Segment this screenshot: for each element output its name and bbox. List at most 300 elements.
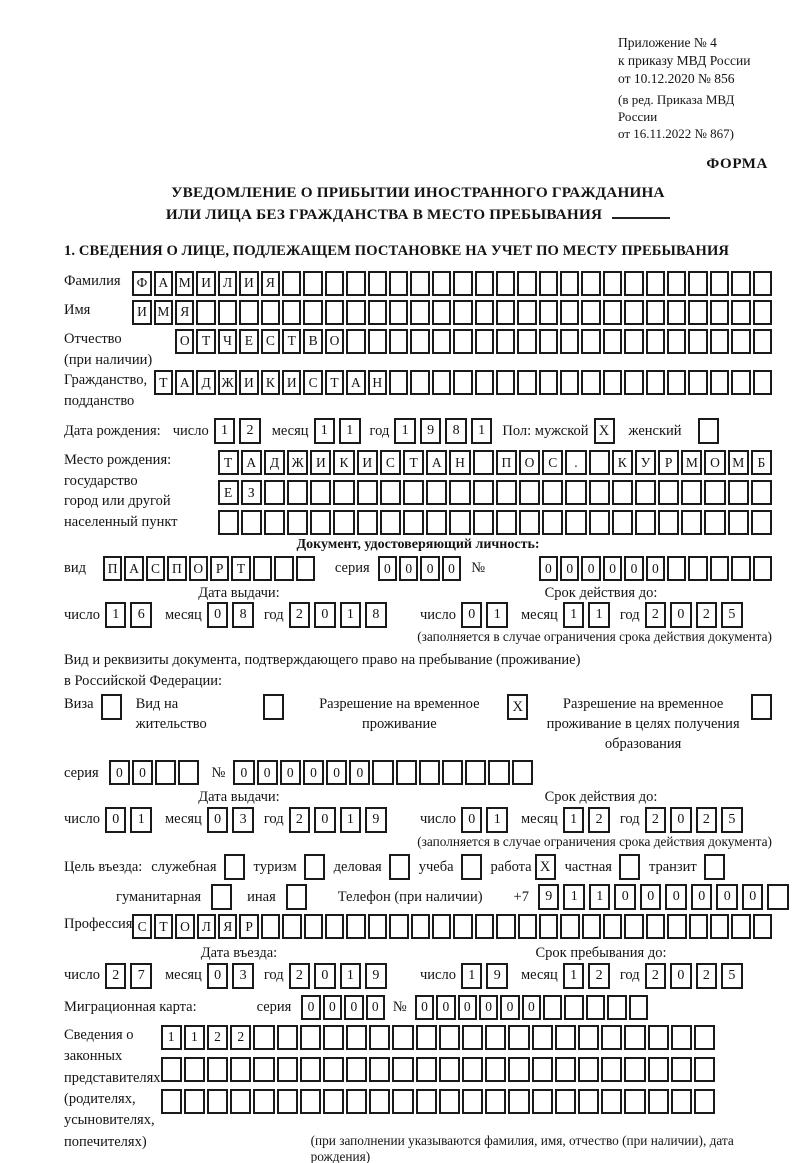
char-cell[interactable] <box>449 480 470 505</box>
char-cell[interactable]: У <box>635 450 656 475</box>
char-cell[interactable]: 0 <box>344 995 363 1020</box>
char-cell[interactable] <box>410 271 429 296</box>
char-cell[interactable] <box>439 1057 460 1082</box>
char-cell[interactable] <box>277 1057 298 1082</box>
char-cell[interactable] <box>403 510 424 535</box>
char-cell[interactable]: 0 <box>539 556 558 581</box>
char-cell[interactable] <box>646 370 665 395</box>
char-cell[interactable] <box>416 1025 437 1050</box>
char-cell[interactable] <box>731 556 750 581</box>
char-cell[interactable]: 2 <box>696 963 718 989</box>
char-cell[interactable]: 0 <box>326 760 347 785</box>
char-cell[interactable] <box>542 480 563 505</box>
char-cell[interactable]: О <box>189 556 208 581</box>
char-cell[interactable] <box>453 914 472 939</box>
char-cell[interactable] <box>416 1057 437 1082</box>
char-cell[interactable] <box>410 329 429 354</box>
char-cell[interactable] <box>667 556 686 581</box>
char-cell[interactable] <box>346 914 365 939</box>
char-cell[interactable] <box>624 271 643 296</box>
char-cell[interactable] <box>325 271 344 296</box>
char-cell[interactable]: Р <box>210 556 229 581</box>
char-cell[interactable]: 1 <box>588 602 610 628</box>
char-cell[interactable] <box>694 1025 715 1050</box>
char-cell[interactable]: Н <box>368 370 387 395</box>
char-cell[interactable] <box>603 329 622 354</box>
char-cell[interactable] <box>304 914 323 939</box>
char-cell[interactable]: 0 <box>670 602 692 628</box>
char-cell[interactable]: С <box>146 556 165 581</box>
char-cell[interactable] <box>667 370 686 395</box>
char-cell[interactable]: 0 <box>500 995 519 1020</box>
char-cell[interactable]: 2 <box>645 807 667 833</box>
char-cell[interactable]: 1 <box>563 602 585 628</box>
char-cell[interactable]: О <box>175 329 194 354</box>
char-cell[interactable] <box>542 510 563 535</box>
char-cell[interactable] <box>496 914 515 939</box>
char-cell[interactable]: 2 <box>289 963 311 989</box>
char-cell[interactable]: 0 <box>105 807 127 833</box>
char-cell[interactable] <box>496 329 515 354</box>
char-cell[interactable] <box>710 556 729 581</box>
char-cell[interactable] <box>612 510 633 535</box>
char-cell[interactable] <box>578 1025 599 1050</box>
char-cell[interactable] <box>432 370 451 395</box>
char-cell[interactable]: О <box>325 329 344 354</box>
char-cell[interactable]: 2 <box>645 963 667 989</box>
char-cell[interactable] <box>473 480 494 505</box>
char-cell[interactable]: 0 <box>560 556 579 581</box>
char-cell[interactable]: Б <box>751 450 772 475</box>
char-cell[interactable] <box>688 556 707 581</box>
char-cell[interactable]: 1 <box>339 418 361 444</box>
char-cell[interactable] <box>667 914 686 939</box>
char-cell[interactable] <box>612 480 633 505</box>
char-cell[interactable] <box>710 300 729 325</box>
char-cell[interactable] <box>508 1089 529 1114</box>
char-cell[interactable]: 0 <box>640 884 662 910</box>
char-cell[interactable] <box>475 300 494 325</box>
char-cell[interactable] <box>658 480 679 505</box>
char-cell[interactable] <box>462 1089 483 1114</box>
char-cell[interactable] <box>731 329 750 354</box>
char-cell[interactable]: 0 <box>207 602 229 628</box>
char-cell[interactable]: Е <box>218 480 239 505</box>
char-cell[interactable]: 0 <box>670 963 692 989</box>
char-cell[interactable] <box>462 1057 483 1082</box>
char-cell[interactable]: 0 <box>442 556 461 581</box>
char-cell[interactable] <box>658 510 679 535</box>
char-cell[interactable] <box>635 510 656 535</box>
char-cell[interactable] <box>346 271 365 296</box>
char-cell[interactable]: И <box>196 271 215 296</box>
char-cell[interactable]: 0 <box>614 884 636 910</box>
char-cell[interactable] <box>485 1089 506 1114</box>
char-cell[interactable]: 1 <box>563 884 585 910</box>
char-cell[interactable] <box>753 300 772 325</box>
char-cell[interactable] <box>346 1025 367 1050</box>
char-cell[interactable]: Р <box>658 450 679 475</box>
char-cell[interactable] <box>218 300 237 325</box>
char-cell[interactable]: 0 <box>461 602 483 628</box>
char-cell[interactable]: 1 <box>589 884 611 910</box>
char-cell[interactable]: А <box>154 271 173 296</box>
char-cell[interactable]: 0 <box>399 556 418 581</box>
char-cell[interactable] <box>731 914 750 939</box>
char-cell[interactable] <box>539 329 558 354</box>
char-cell[interactable] <box>601 1057 622 1082</box>
char-cell[interactable]: 0 <box>436 995 455 1020</box>
char-cell[interactable] <box>368 914 387 939</box>
char-cell[interactable]: 0 <box>314 963 336 989</box>
char-cell[interactable] <box>539 300 558 325</box>
humanitarian-checkbox[interactable] <box>211 884 232 910</box>
char-cell[interactable] <box>475 370 494 395</box>
char-cell[interactable] <box>264 510 285 535</box>
char-cell[interactable] <box>518 914 537 939</box>
char-cell[interactable]: 0 <box>461 807 483 833</box>
char-cell[interactable] <box>694 1089 715 1114</box>
char-cell[interactable]: 0 <box>257 760 278 785</box>
char-cell[interactable] <box>161 1089 182 1114</box>
char-cell[interactable] <box>453 370 472 395</box>
char-cell[interactable]: Т <box>231 556 250 581</box>
char-cell[interactable]: 0 <box>280 760 301 785</box>
char-cell[interactable]: 2 <box>696 602 718 628</box>
char-cell[interactable] <box>253 1057 274 1082</box>
char-cell[interactable] <box>581 329 600 354</box>
char-cell[interactable] <box>539 271 558 296</box>
char-cell[interactable]: И <box>239 370 258 395</box>
char-cell[interactable] <box>426 510 447 535</box>
char-cell[interactable] <box>629 995 648 1020</box>
char-cell[interactable] <box>731 370 750 395</box>
char-cell[interactable] <box>475 329 494 354</box>
char-cell[interactable]: 2 <box>696 807 718 833</box>
char-cell[interactable] <box>671 1025 692 1050</box>
char-cell[interactable] <box>462 1025 483 1050</box>
char-cell[interactable] <box>753 370 772 395</box>
char-cell[interactable]: Д <box>264 450 285 475</box>
char-cell[interactable] <box>392 1025 413 1050</box>
char-cell[interactable] <box>419 760 440 785</box>
char-cell[interactable]: С <box>542 450 563 475</box>
char-cell[interactable] <box>282 300 301 325</box>
char-cell[interactable]: П <box>103 556 122 581</box>
char-cell[interactable] <box>519 510 540 535</box>
char-cell[interactable]: Т <box>154 370 173 395</box>
char-cell[interactable] <box>410 370 429 395</box>
char-cell[interactable] <box>496 370 515 395</box>
char-cell[interactable] <box>710 329 729 354</box>
char-cell[interactable] <box>586 995 605 1020</box>
char-cell[interactable] <box>161 1057 182 1082</box>
char-cell[interactable] <box>753 329 772 354</box>
char-cell[interactable] <box>178 760 199 785</box>
char-cell[interactable]: 0 <box>349 760 370 785</box>
work-checkbox[interactable]: X <box>535 854 556 880</box>
char-cell[interactable] <box>346 1057 367 1082</box>
char-cell[interactable] <box>689 914 708 939</box>
char-cell[interactable] <box>392 1057 413 1082</box>
char-cell[interactable]: 5 <box>721 602 743 628</box>
char-cell[interactable]: 8 <box>232 602 254 628</box>
char-cell[interactable] <box>296 556 315 581</box>
char-cell[interactable]: А <box>426 450 447 475</box>
char-cell[interactable] <box>403 480 424 505</box>
char-cell[interactable] <box>496 510 517 535</box>
char-cell[interactable]: 0 <box>132 760 153 785</box>
char-cell[interactable] <box>453 271 472 296</box>
char-cell[interactable] <box>155 760 176 785</box>
char-cell[interactable] <box>303 300 322 325</box>
official-checkbox[interactable] <box>224 854 245 880</box>
char-cell[interactable] <box>389 271 408 296</box>
residence-permit-checkbox[interactable] <box>263 694 284 720</box>
char-cell[interactable]: 2 <box>645 602 667 628</box>
char-cell[interactable] <box>753 271 772 296</box>
char-cell[interactable]: 0 <box>378 556 397 581</box>
char-cell[interactable] <box>560 271 579 296</box>
char-cell[interactable]: 1 <box>461 963 483 989</box>
char-cell[interactable] <box>688 271 707 296</box>
char-cell[interactable] <box>389 914 408 939</box>
char-cell[interactable]: В <box>303 329 322 354</box>
char-cell[interactable] <box>453 329 472 354</box>
char-cell[interactable] <box>560 329 579 354</box>
char-cell[interactable]: 1 <box>563 963 585 989</box>
char-cell[interactable] <box>389 300 408 325</box>
char-cell[interactable] <box>207 1089 228 1114</box>
char-cell[interactable] <box>751 480 772 505</box>
char-cell[interactable] <box>410 300 429 325</box>
char-cell[interactable] <box>496 480 517 505</box>
char-cell[interactable] <box>325 914 344 939</box>
char-cell[interactable]: Л <box>197 914 216 939</box>
char-cell[interactable] <box>432 914 451 939</box>
char-cell[interactable] <box>603 914 622 939</box>
char-cell[interactable] <box>688 329 707 354</box>
char-cell[interactable]: С <box>303 370 322 395</box>
char-cell[interactable]: Ч <box>218 329 237 354</box>
char-cell[interactable]: Н <box>449 450 470 475</box>
char-cell[interactable]: И <box>310 450 331 475</box>
char-cell[interactable]: П <box>496 450 517 475</box>
char-cell[interactable]: . <box>565 450 586 475</box>
char-cell[interactable]: 1 <box>214 418 236 444</box>
char-cell[interactable] <box>704 480 725 505</box>
char-cell[interactable]: Я <box>218 914 237 939</box>
char-cell[interactable] <box>731 271 750 296</box>
char-cell[interactable]: 1 <box>184 1025 205 1050</box>
char-cell[interactable]: 2 <box>588 963 610 989</box>
temp-residence-permit-checkbox[interactable]: X <box>507 694 528 720</box>
char-cell[interactable]: Ж <box>218 370 237 395</box>
char-cell[interactable] <box>508 1057 529 1082</box>
char-cell[interactable]: 2 <box>207 1025 228 1050</box>
char-cell[interactable] <box>704 510 725 535</box>
char-cell[interactable]: М <box>154 300 173 325</box>
char-cell[interactable]: 0 <box>314 602 336 628</box>
char-cell[interactable] <box>517 271 536 296</box>
char-cell[interactable]: 0 <box>691 884 713 910</box>
char-cell[interactable] <box>439 1025 460 1050</box>
char-cell[interactable] <box>624 1057 645 1082</box>
char-cell[interactable]: 8 <box>445 418 467 444</box>
char-cell[interactable] <box>184 1089 205 1114</box>
char-cell[interactable]: 1 <box>394 418 416 444</box>
visa-checkbox[interactable] <box>101 694 122 720</box>
char-cell[interactable] <box>607 995 626 1020</box>
char-cell[interactable] <box>496 300 515 325</box>
char-cell[interactable] <box>565 510 586 535</box>
char-cell[interactable] <box>230 1089 251 1114</box>
char-cell[interactable]: Ф <box>132 271 151 296</box>
char-cell[interactable]: 2 <box>588 807 610 833</box>
char-cell[interactable] <box>519 480 540 505</box>
char-cell[interactable] <box>253 1025 274 1050</box>
char-cell[interactable] <box>282 271 301 296</box>
char-cell[interactable] <box>253 556 272 581</box>
char-cell[interactable]: С <box>380 450 401 475</box>
char-cell[interactable] <box>310 510 331 535</box>
char-cell[interactable] <box>624 1089 645 1114</box>
char-cell[interactable] <box>196 300 215 325</box>
char-cell[interactable] <box>392 1089 413 1114</box>
char-cell[interactable] <box>230 1057 251 1082</box>
char-cell[interactable] <box>300 1057 321 1082</box>
char-cell[interactable]: 0 <box>624 556 643 581</box>
char-cell[interactable] <box>346 300 365 325</box>
char-cell[interactable] <box>357 480 378 505</box>
char-cell[interactable] <box>753 914 772 939</box>
char-cell[interactable] <box>624 329 643 354</box>
char-cell[interactable] <box>389 329 408 354</box>
char-cell[interactable]: 0 <box>366 995 385 1020</box>
char-cell[interactable]: 0 <box>415 995 434 1020</box>
char-cell[interactable] <box>323 1057 344 1082</box>
char-cell[interactable]: 3 <box>232 963 254 989</box>
char-cell[interactable]: 9 <box>538 884 560 910</box>
temp-residence-education-checkbox[interactable] <box>751 694 772 720</box>
char-cell[interactable] <box>253 1089 274 1114</box>
char-cell[interactable] <box>603 370 622 395</box>
char-cell[interactable]: К <box>261 370 280 395</box>
char-cell[interactable] <box>667 271 686 296</box>
char-cell[interactable] <box>241 510 262 535</box>
char-cell[interactable]: 9 <box>365 963 387 989</box>
char-cell[interactable] <box>368 329 387 354</box>
char-cell[interactable] <box>555 1089 576 1114</box>
char-cell[interactable] <box>601 1089 622 1114</box>
char-cell[interactable]: 1 <box>486 602 508 628</box>
char-cell[interactable]: О <box>175 914 194 939</box>
char-cell[interactable]: 3 <box>232 807 254 833</box>
char-cell[interactable] <box>589 450 610 475</box>
char-cell[interactable]: О <box>704 450 725 475</box>
char-cell[interactable] <box>751 510 772 535</box>
char-cell[interactable]: 1 <box>340 963 362 989</box>
char-cell[interactable] <box>485 1057 506 1082</box>
char-cell[interactable] <box>264 480 285 505</box>
char-cell[interactable]: Я <box>261 271 280 296</box>
business-checkbox[interactable] <box>389 854 410 880</box>
char-cell[interactable]: К <box>612 450 633 475</box>
char-cell[interactable] <box>681 480 702 505</box>
char-cell[interactable] <box>603 271 622 296</box>
char-cell[interactable]: 9 <box>486 963 508 989</box>
char-cell[interactable] <box>333 480 354 505</box>
char-cell[interactable]: 1 <box>130 807 152 833</box>
char-cell[interactable] <box>667 329 686 354</box>
char-cell[interactable] <box>728 510 749 535</box>
char-cell[interactable] <box>261 914 280 939</box>
char-cell[interactable]: Т <box>325 370 344 395</box>
char-cell[interactable] <box>646 914 665 939</box>
char-cell[interactable] <box>277 1025 298 1050</box>
char-cell[interactable] <box>767 884 789 910</box>
char-cell[interactable]: 7 <box>130 963 152 989</box>
char-cell[interactable]: 0 <box>233 760 254 785</box>
char-cell[interactable]: О <box>519 450 540 475</box>
char-cell[interactable] <box>372 760 393 785</box>
char-cell[interactable]: 0 <box>742 884 764 910</box>
char-cell[interactable] <box>473 510 494 535</box>
char-cell[interactable] <box>380 510 401 535</box>
char-cell[interactable] <box>560 914 579 939</box>
char-cell[interactable] <box>728 480 749 505</box>
char-cell[interactable]: 1 <box>105 602 127 628</box>
char-cell[interactable] <box>473 450 494 475</box>
char-cell[interactable] <box>578 1057 599 1082</box>
char-cell[interactable] <box>671 1089 692 1114</box>
char-cell[interactable] <box>517 370 536 395</box>
char-cell[interactable] <box>261 300 280 325</box>
char-cell[interactable] <box>239 300 258 325</box>
char-cell[interactable]: А <box>346 370 365 395</box>
char-cell[interactable] <box>300 1089 321 1114</box>
char-cell[interactable]: 2 <box>105 963 127 989</box>
char-cell[interactable] <box>416 1089 437 1114</box>
char-cell[interactable]: А <box>241 450 262 475</box>
char-cell[interactable] <box>710 914 729 939</box>
private-checkbox[interactable] <box>619 854 640 880</box>
char-cell[interactable] <box>282 914 301 939</box>
char-cell[interactable] <box>589 510 610 535</box>
char-cell[interactable] <box>300 1025 321 1050</box>
char-cell[interactable]: 1 <box>471 418 493 444</box>
char-cell[interactable] <box>646 329 665 354</box>
char-cell[interactable] <box>274 556 293 581</box>
char-cell[interactable]: А <box>124 556 143 581</box>
char-cell[interactable] <box>488 760 509 785</box>
male-checkbox[interactable]: X <box>594 418 615 444</box>
char-cell[interactable] <box>453 300 472 325</box>
char-cell[interactable]: 9 <box>420 418 442 444</box>
char-cell[interactable]: 0 <box>522 995 541 1020</box>
char-cell[interactable] <box>432 271 451 296</box>
char-cell[interactable]: Р <box>239 914 258 939</box>
char-cell[interactable] <box>560 300 579 325</box>
char-cell[interactable] <box>287 480 308 505</box>
char-cell[interactable]: 0 <box>323 995 342 1020</box>
char-cell[interactable] <box>635 480 656 505</box>
char-cell[interactable]: 1 <box>340 807 362 833</box>
char-cell[interactable] <box>517 300 536 325</box>
char-cell[interactable] <box>624 914 643 939</box>
char-cell[interactable] <box>439 1089 460 1114</box>
char-cell[interactable]: К <box>333 450 354 475</box>
